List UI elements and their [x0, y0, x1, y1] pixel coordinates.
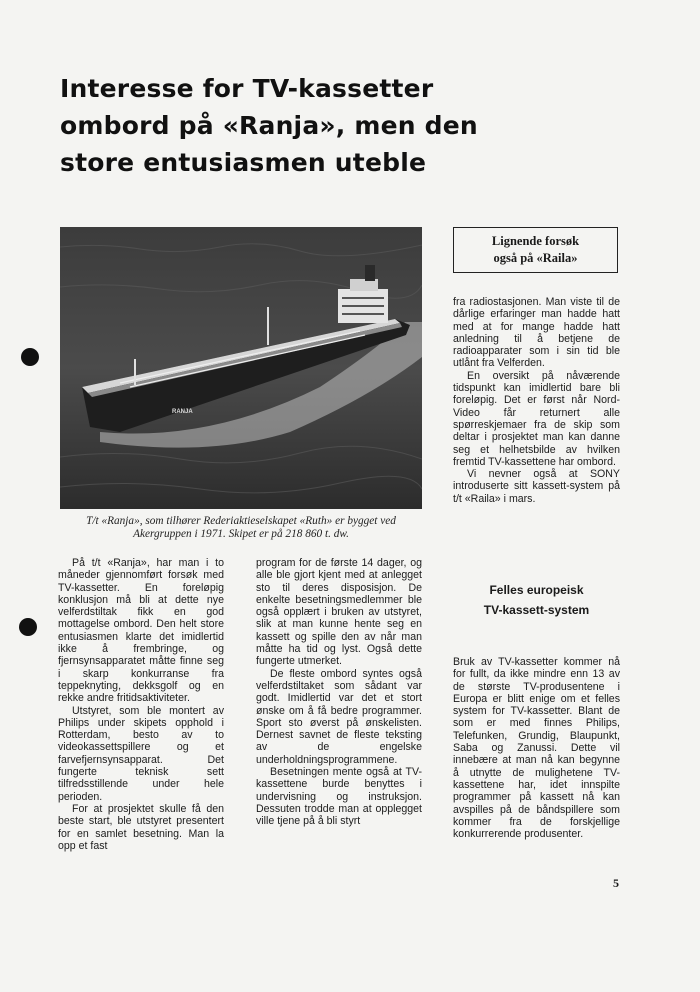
box-title-line-1: Lignende forsøk — [491, 234, 580, 248]
headline-line-3: store entusiasmen uteble — [60, 148, 427, 177]
paragraph: En oversikt på nåværende tidspunkt kan imidlertid bare bli foreløpig. Det er først når Nord-Video får returnert alle spørreskjemaer fra de skip som deltar i prosjektet man kan danne seg et helhetsbilde av hvilken fremtid TV-kassettene har ombord. — [453, 369, 620, 468]
paragraph: Bruk av TV-kassetter kommer nå for fullt, da ikke mindre enn 13 av de største TV-produsentene i Europa er blitt enige om et felles system for TV-kassetter. Blant de som er med finnes Philips, Telefunken, Grundig, Blaupunkt, Saba og Zanussi. Dette vil innebære at man nå kan begynne å utnytte de mulighetene TV-kassettene har, idet innspilte programmer på kassett nå kan avspilles på de båndspillere som kommer fra de forskjellige konkurrerende produsenter. — [453, 656, 620, 841]
ship-photo — [60, 227, 422, 509]
paragraph: fra radiostasjonen. Man viste til de dårlige erfaringer man hadde hatt med at for mange hadde hatt anledning til å betjene de radioapparater som i sin tid ble utlånt fra Velferden. — [453, 296, 620, 370]
paragraph: program for de første 14 dager, og alle ble gjort kjent med at anlegget sto til deres disposisjon. De enkelte besetningsmedlemmer ble også opplært i bruken av utstyret, slik at man kunne hente seg en kassett og spille den av når man måtte ha tid og lyst. Også dette fungerte utmerket. — [256, 557, 422, 668]
paragraph: Utstyret, som ble montert av Philips under skipets opphold i Rotterdam, besto av to videokassettspillere og et farvefjernsynsapparat. Det fungerte teknisk sett tilfredsstillende under hele perioden. — [58, 704, 224, 803]
sidebar-column — [453, 296, 620, 505]
subheading-line-2: TV-kassett-system — [483, 603, 590, 617]
headline-line-2: ombord på «Ranja», men den — [60, 111, 478, 140]
paragraph: For at prosjektet skulle få den beste start, ble utstyret presentert for en samlet besetning. Man la opp et fast — [58, 802, 224, 852]
subheading-line-1: Felles europeisk — [489, 583, 584, 597]
article-column-1 — [58, 557, 224, 852]
paragraph: Besetningen mente også at TV-kassettene burde benyttes i undervisning og instruksjon. Dessuten trodde man at opplegget ville tjene på å bli styrt — [256, 766, 422, 828]
box-title-line-2: også på «Raila» — [493, 251, 578, 265]
binder-hole-top — [21, 348, 39, 366]
sidebar-column-2 — [453, 656, 620, 840]
binder-hole-bottom — [19, 618, 37, 636]
page-number: 5 — [613, 876, 619, 890]
tanker-illustration — [60, 227, 422, 509]
headline-line-1: Interesse for TV-kassetter — [60, 74, 434, 103]
hull-name-label: RANJA — [172, 409, 193, 415]
article-column-2 — [256, 557, 422, 828]
sidebar-subheading — [453, 580, 620, 620]
paragraph: På t/t «Ranja», har man i to måneder gjennomført forsøk med TV-kassetter. En foreløpig konklusjon må bli at dette nye velferdstiltak fikk en god mottagelse ombord. Den helt store entusiasmen klarte det imidlertid ikke å frembringe, og fjernsynsapparatet måtte finne seg i skarp konkurranse fra teppeknyting, dekksgolf og en rekke andre fritidsaktiviteter. — [58, 557, 224, 705]
article-headline — [60, 70, 540, 181]
paragraph: Vi nevner også at SONY introduserte sitt kassett-system på t/t «Raila» i mars. — [453, 468, 620, 505]
sidebar-box-title — [453, 227, 618, 273]
photo-caption: T/t «Ranja», som tilhører Rederiaktieselskapet «Ruth» er bygget ved Akergruppen i 1971. Skipet er på 218 860 t. dw. — [86, 515, 396, 540]
paragraph: De fleste ombord syntes også velferdstiltaket som sådant var godt. Imidlertid var det et stort ønske om å få bedre programmer. Sport sto øverst på ønskelisten. Dernest savnet de fleste teksting av de engelske underholdningsprogrammene. — [256, 667, 422, 766]
